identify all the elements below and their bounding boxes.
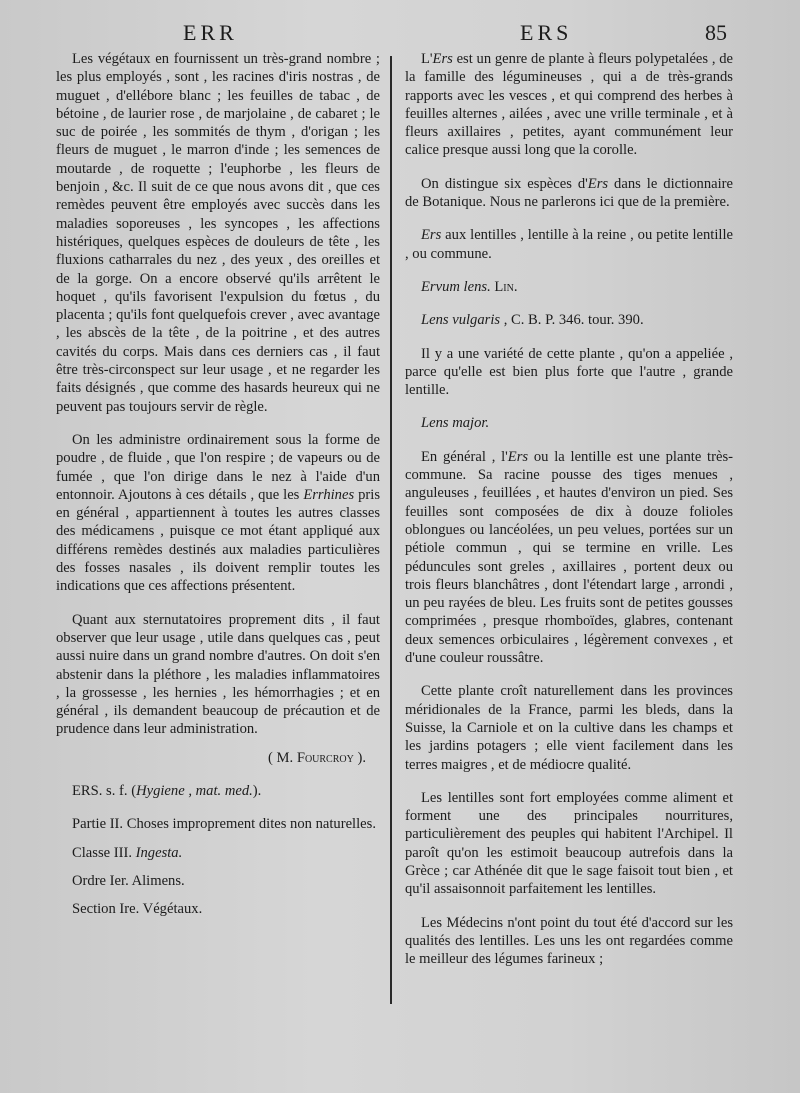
- running-header: [0, 20, 800, 46]
- page-number: 85: [705, 20, 727, 45]
- italic-term: Ers: [432, 51, 453, 67]
- header-middle-word: ERS: [520, 20, 573, 45]
- text-run: Lin.: [490, 278, 518, 295]
- left-column: [56, 50, 380, 928]
- text-run: ERS. s. f. (: [72, 782, 137, 799]
- paragraph-vegetaux: Les végétaux en fournissent un très-grand nombre ; les plus employés , sont , les racines d'iris nostras , de muguet , d'ellébore blanc ; les feuilles de tabac , de bétoine , de laurier rose , de marjolaine , de cabaret ; le suc de poirée , les sommités de thym , d'origan ; les fleurs de muguet , le marron d'inde ; les semences de moutarde , de roquette ; l'euphorbe , les fleurs de benjoin , &c. Il suit de ce que nous avons dit , que ces remèdes peuvent être employés avec succès dans les maladies soporeuses , les syncopes , les affections histériques, quelques espèces de douleurs de tête , les fluxions catharrales du nez , des yeux , des oreilles et de la gorge. On a encore observé qu'ils arrêtent le hoquet , qu'ils favorisent l'expulsion du fœtus , du placenta ; qu'ils font quelquefois crever , avec avantage , les abscès de la tête , de la poitrine , et des autres cavités du corps. Mais dans ces derniers cas , il faut être très-circonspect sur leur usage , et ne regarder les faits désignés , que comme des hasards heureux qui ne peuvent pas toujours servir de règle.: [56, 51, 380, 415]
- paragraph-habitat: Cette plante croît naturellement dans les provinces méridionales de la France, parmi les bleds, dans la Suisse, la Carniole et on la cultive dans les champs et les jardins potagers ; elle vient facilement dans les terres maigres , et de médiocre qualité.: [405, 683, 733, 773]
- italic-term: Ers: [507, 448, 529, 465]
- classification-section: Section Ire. Végétaux.: [72, 901, 203, 918]
- italic-term: Ers: [421, 227, 442, 244]
- italic-term: Errhines: [303, 486, 355, 503]
- italic-term: Lens vulgaris: [421, 312, 501, 329]
- classification-classe: [56, 844, 380, 862]
- classification-ordre: Ordre Ier. Alimens.: [72, 872, 185, 889]
- column-divider: [390, 56, 392, 1004]
- header-left-word: ERR: [183, 20, 238, 45]
- author-signature: [56, 749, 380, 767]
- signature-text: ( M. Fourcroy ).: [268, 749, 366, 766]
- italic-term: Ers: [587, 175, 609, 192]
- text-run: On distingue six espèces d': [421, 175, 588, 192]
- text-run: ou la lentille est une plante très-commune. Sa racine pousse des tiges menues , anguleuses , feuillées , et hautes d'environ un pied. Ses feuilles sont composées de dix à douze folioles oblongues ou lancéolées, un peu velues, portées sur un pétiole commun , qui se termine en vrille. Les péduncules sont greles , axillaires , portent deux ou trois fleurs blanchâtres , dont l'étendart large , arrondi , un peu rayées de bleu. Les fruits sont de petites gousses comprimées , presque rhomboïdes, glabres, contenant deux semences orbiculaires , légèrement convexes , et d'une couleur roussâtre.: [405, 448, 733, 667]
- entry-heading-ers: [56, 782, 380, 800]
- paragraph-genre: [405, 50, 733, 160]
- paragraph-lens-major: [405, 414, 733, 432]
- paragraph-lentilles-name: [405, 226, 733, 263]
- paragraph-especes: [405, 175, 733, 212]
- paragraph-ervum: [405, 278, 733, 296]
- text-run: L': [421, 51, 433, 67]
- right-column: [405, 50, 733, 983]
- italic-term: Hygiene , mat. med.: [136, 782, 253, 799]
- text-run: On les administre ordinairement sous la forme de poudre , de fluide , que l'on respire ; de vapeurs ou de fumée , que l'on dirige dans le nez à l'aide d'un entonnoir. Ajoutons à ces détails , que les: [56, 431, 380, 503]
- paragraph-administration: [56, 431, 380, 596]
- text-run: Classe III.: [72, 844, 132, 861]
- text-run: est un genre de plante à fleurs polypetalées , de la famille des légumineuses , qui a de très-grands rapports avec les vesces , et qui comprend des herbes à feuilles alternes , ailées , avec une vrille terminale , et à fleurs axillaires , petites, ayant communément leur calice presque aussi long que la corolle.: [405, 51, 733, 159]
- italic-term: Ervum lens.: [421, 278, 491, 295]
- italic-term: Lens major.: [421, 415, 490, 432]
- text-run: ).: [252, 782, 262, 799]
- paragraph-aliment: Les lentilles sont fort employées comme aliment et forment une des principales nourritures, particulièrement des peuples qui habitent l'Archipel. Il paroît qu'on les estimoit beaucoup autrefois dans la Grèce ; car Athénée dit que le sage faisoit tout bien , et qu'il assaisonnoit parfaitement les lentilles.: [405, 789, 733, 898]
- italic-term: Ingesta.: [135, 844, 183, 861]
- paragraph-medecins: Les Médecins n'ont point du tout été d'accord sur les qualités des lentilles. Les uns les ont regardées comme le meilleur des légumes farineux ;: [405, 914, 733, 968]
- text-run: pris en général , appartiennent à toutes les autres classes des médicamens , puisque ce mot étant appliqué aux différens remèdes destinés aux maladies particulières des fosses nasales , ils doivent remplir toutes les indications que ces affections présentent.: [56, 486, 380, 595]
- text-run: , C. B. P. 346. tour. 390.: [500, 312, 644, 329]
- text-run: aux lentilles , lentille à la reine , ou petite lentille , ou commune.: [405, 227, 733, 262]
- classification-partie: Partie II. Choses improprement dites non naturelles.: [72, 816, 376, 833]
- paragraph-lens-vulgaris: [405, 311, 733, 329]
- paragraph-description: [405, 448, 733, 668]
- text-run: dans le dictionnaire de Botanique. Nous ne parlerons ici que de la première.: [405, 175, 733, 211]
- paragraph-sternutatoires: Quant aux sternutatoires proprement dits , il faut observer que leur usage , utile dans quelques cas , peut aussi nuire dans un grand nombre d'autres. On doit s'en abstenir dans la pléthore , les maladies inflammatoires , la grossesse , les hernies , les hémorrhagies ; et en général , ils demandent beaucoup de précaution et de prudence dans leur administration.: [56, 611, 380, 738]
- text-run: En général , l': [421, 448, 508, 465]
- paragraph-variete: Il y a une variété de cette plante , qu'on a appeliée , parce qu'elle est bien plus forte que l'autre , grande lentille.: [405, 345, 733, 399]
